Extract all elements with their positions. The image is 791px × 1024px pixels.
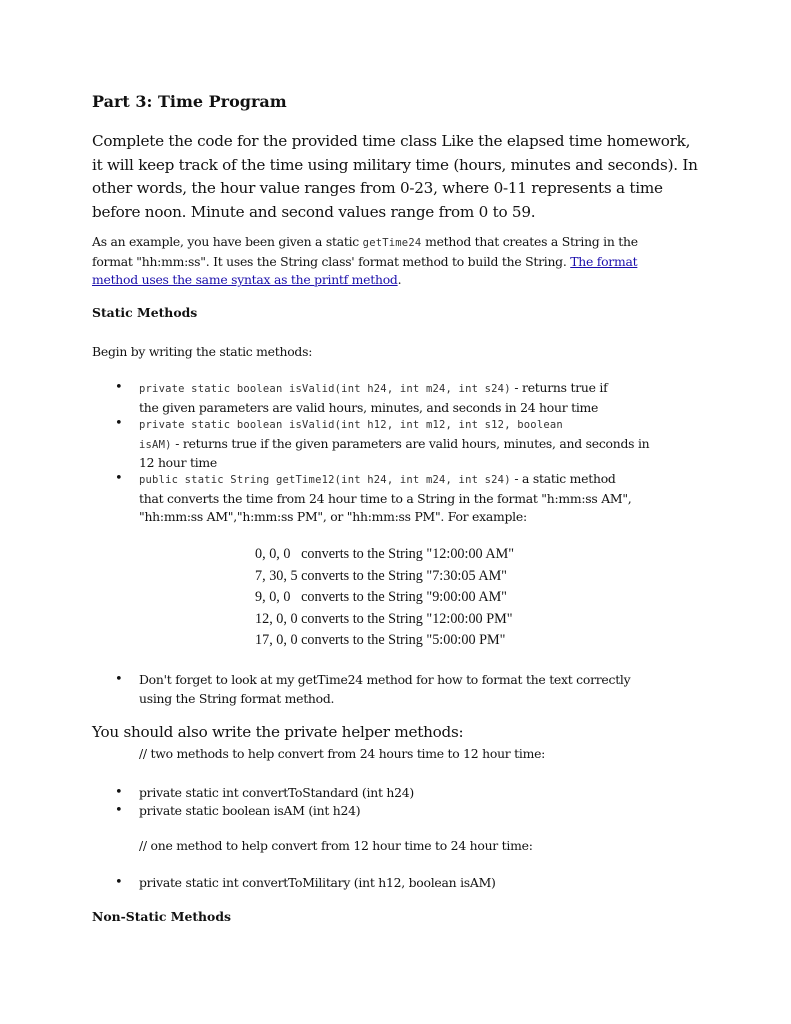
intro-line: before noon. Minute and second values range from 0 to 59. [92,202,536,221]
bullet-icon: • [115,875,123,890]
conversion-example: 17, 0, 0 converts to the String "5:00:00 PM" [255,632,506,648]
example-text: method that creates a String in the [421,234,638,249]
gettime24-code: getTime24 [362,237,422,249]
list-item [115,784,719,803]
bullet-text: 12 hour time [139,455,218,470]
nonstatic-methods-heading: Non-Static Methods [92,909,231,924]
example-line-3 [92,271,712,290]
begin-text: Begin by writing the static methods: [92,344,313,359]
intro-line: it will keep track of the time using military time (hours, minutes and seconds). In [92,155,698,174]
helper-method: private static int convertToStandard (int h24) [139,785,414,800]
example-text: . [397,272,402,287]
bullet-icon: • [115,380,123,395]
bullet-icon: • [115,416,123,431]
format-syntax-link-cont[interactable]: method uses the same syntax as the printf method [92,272,398,287]
example-text: format "hh:mm:ss". It uses the String class' format method to build the String. [92,253,571,269]
example-line-2 [92,253,712,272]
bullet-text: Don't forget to look at my getTime24 method for how to format the text correctly [139,672,631,687]
intro-line: Complete the code for the provided time class Like the elapsed time homework, [92,132,691,150]
isvalid24-signature: private static boolean isValid(int h24, int m24, int s24) [139,383,511,395]
example-line-1 [92,233,712,253]
conversion-examples [255,544,514,652]
bullet-text: - a static method [510,471,616,486]
bullet-text: using the String format method. [139,690,335,706]
comment-24-to-12: // two methods to help convert from 24 hours time to 12 hour time: [139,746,546,761]
list-item [115,802,719,821]
helper-intro: You should also write the private helper methods: [92,723,464,741]
conversion-example: 9, 0, 0 converts to the String "9:00:00 AM" [255,589,507,605]
example-text: As an example, you have been given a static [92,234,363,249]
bullet-icon: • [115,471,123,486]
bullet-text: that converts the time from 24 hour time to a String in the format "h:mm:ss AM", [139,490,632,506]
intro-line: other words, the hour value ranges from 0-23, where 0-11 represents a time [92,179,663,197]
list-item [115,379,719,417]
helper-method: private static int convertToMilitary (int h12, boolean isAM) [139,875,496,890]
isvalid12-signature: private static boolean isValid(int h12, int m12, int s12, boolean [139,419,563,431]
example-paragraph [92,233,712,290]
page-title: Part 3: Time Program [92,92,287,111]
bullet-icon: • [115,672,123,687]
isvalid12-signature-cont: isAM) [139,438,172,451]
comment-12-to-24: // one method to help convert from 12 hour time to 24 hour time: [139,838,533,853]
format-syntax-link[interactable]: The format [570,253,638,269]
list-item [115,874,719,893]
bullet-text: - returns true if the given parameters are valid hours, minutes, and seconds in [171,435,650,451]
list-item [115,470,719,527]
bullet-text: - returns true if [510,380,608,395]
bullet-icon: • [115,803,123,818]
list-item [115,415,719,473]
bullet-text: the given parameters are valid hours, minutes, and seconds in 24 hour time [139,399,599,415]
bullet-text: "hh:mm:ss AM","h:mm:ss PM", or "hh:mm:ss PM". For example: [139,509,527,524]
intro-paragraph [92,130,712,224]
static-methods-heading: Static Methods [92,305,198,320]
conversion-example: 0, 0, 0 converts to the String "12:00:00 AM" [255,546,515,562]
helper-method: private static boolean isAM (int h24) [139,803,361,818]
list-item [115,671,719,708]
gettime12-signature: public static String getTime12(int h24, int m24, int s24) [139,474,511,486]
conversion-example: 7, 30, 5 converts to the String "7:30:05 AM" [255,567,507,584]
conversion-example: 12, 0, 0 converts to the String "12:00:00 PM" [255,610,513,627]
bullet-icon: • [115,785,123,800]
